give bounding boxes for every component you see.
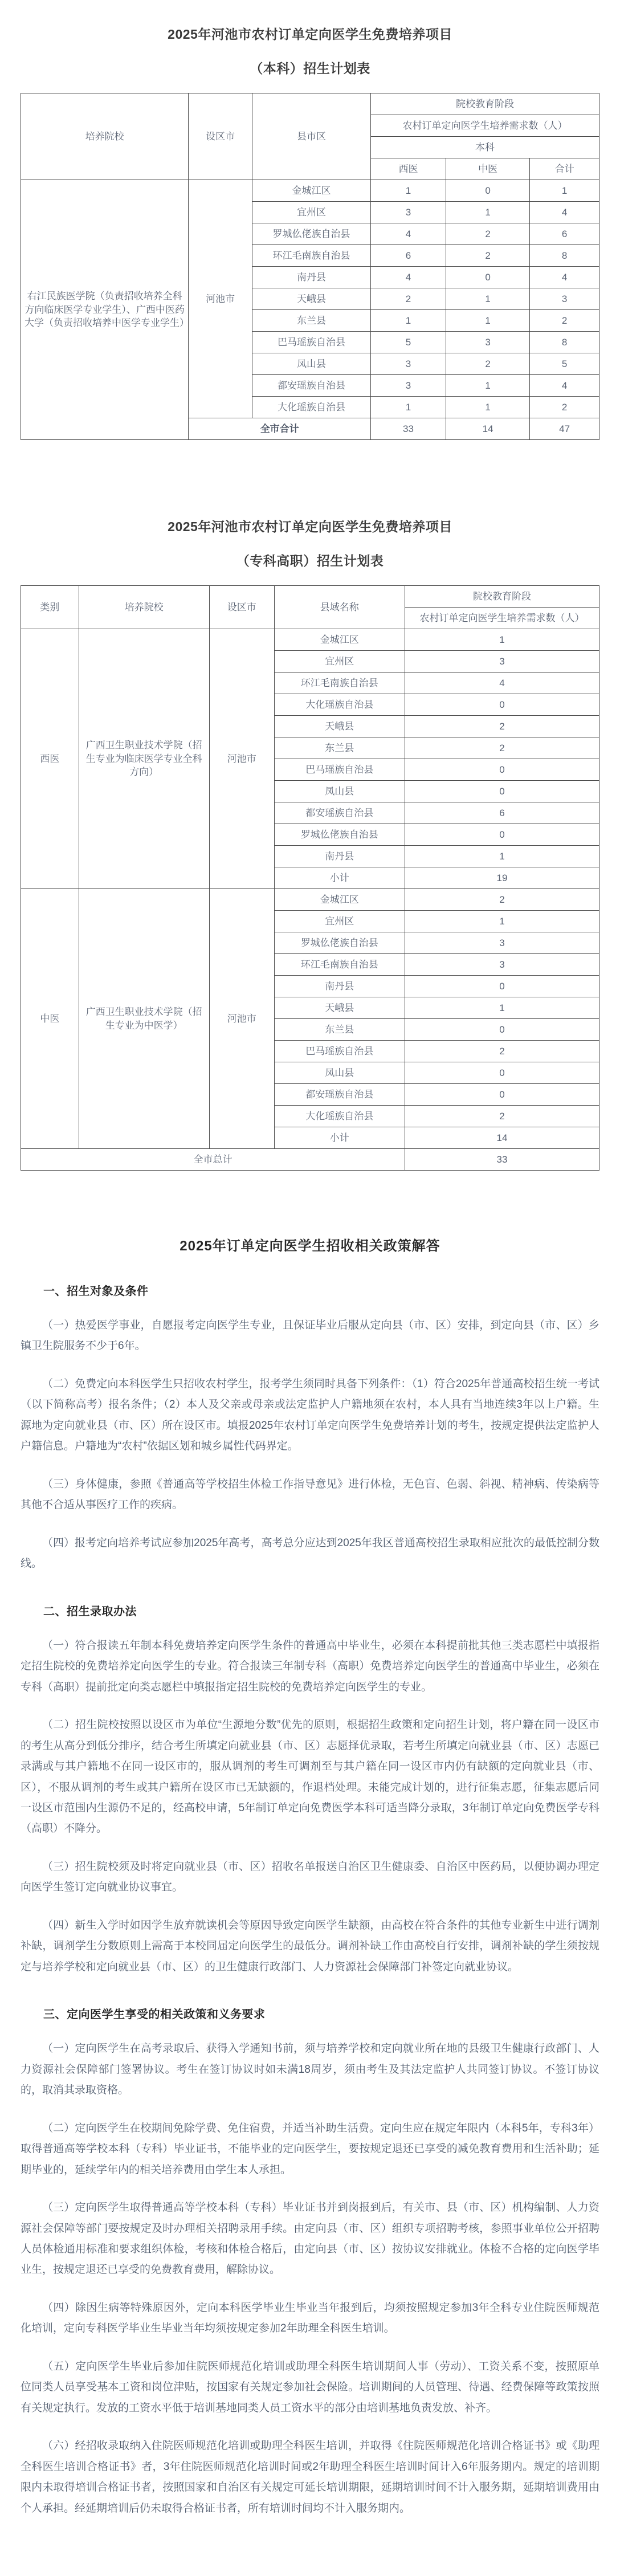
header-tcm: 中医 — [446, 158, 529, 180]
demand-value-cell: 2 — [405, 889, 599, 911]
undergrad-plan-table — [21, 93, 599, 440]
college-plan-table — [21, 585, 599, 1171]
county-cell: 大化瑶族自治县 — [274, 694, 405, 716]
city-cell: 河池市 — [209, 629, 274, 889]
western-value-cell: 3 — [371, 353, 446, 375]
tcm-value-cell: 3 — [446, 332, 529, 353]
undergrad-title-line2: （本科）招生计划表 — [250, 61, 370, 76]
county-cell: 南丹县 — [274, 846, 405, 867]
total-value-cell: 2 — [530, 397, 599, 418]
western-value-cell: 4 — [371, 223, 446, 245]
header-total: 合计 — [530, 158, 599, 180]
county-cell: 南丹县 — [252, 267, 370, 288]
subtotal-value-cell: 19 — [405, 867, 599, 889]
county-cell: 都安瑶族自治县 — [274, 1084, 405, 1106]
demand-value-cell: 0 — [405, 781, 599, 802]
western-value-cell: 5 — [371, 332, 446, 353]
header-city: 设区市 — [209, 586, 274, 629]
demand-value-cell: 0 — [405, 824, 599, 846]
qa-section-heading: 三、定向医学生享受的相关政策和义务要求 — [43, 2008, 266, 2021]
table-row — [21, 889, 599, 911]
tcm-value-cell: 2 — [446, 223, 529, 245]
demand-value-cell: 4 — [405, 672, 599, 694]
header-western: 西医 — [371, 158, 446, 180]
county-cell: 天峨县 — [252, 288, 370, 310]
western-value-cell: 3 — [371, 202, 446, 223]
county-cell: 罗城仫佬族自治县 — [274, 824, 405, 846]
county-cell: 天峨县 — [274, 716, 405, 737]
total-label-cell: 全市合计 — [189, 418, 371, 440]
county-cell: 凤山县 — [252, 353, 370, 375]
policy-paragraph: （三）定向医学生取得普通高等学校本科（专科）毕业证书并到岗报到后，有关市、县（市、区）机构编制、人力资源社会保障等部门要按规定及时办理相关招聘录用手续。由定向县（市、区）组织专项招聘考核，参照事业单位公开招聘人员体检通用标准和要求组织体检，考核和体检合格后，由定向县（市、区）按协议安排就业。体检不合格的定向医学毕业生，按规定退还已享受的免费教育费用，解除协议。 — [21, 2202, 599, 2276]
policy-paragraph: （三）身体健康，参照《普通高等学校招生体检工作指导意见》进行体检，无色盲、色弱、斜视、精神病、传染病等其他不合适从事医疗工作的疾病。 — [21, 1478, 599, 1511]
county-cell: 宜州区 — [274, 651, 405, 672]
demand-value-cell: 2 — [405, 1106, 599, 1127]
qa-section-heading: 一、招生对象及条件 — [43, 1285, 149, 1298]
demand-value-cell: 0 — [405, 759, 599, 781]
western-value-cell: 1 — [371, 180, 446, 202]
county-cell: 凤山县 — [274, 781, 405, 802]
county-cell: 南丹县 — [274, 976, 405, 997]
demand-value-cell: 3 — [405, 954, 599, 976]
total-value-cell: 4 — [530, 375, 599, 397]
demand-value-cell: 0 — [405, 1062, 599, 1084]
qa-section — [21, 1602, 599, 1978]
qa-paragraph-group — [21, 1636, 599, 1978]
policy-paragraph: （二）招生院校按照以设区市为单位“生源地分数”优先的原则，根据招生政策和定向招生计划，将户籍在同一设区市的考生从高分到低分排序，结合考生所填定向就业县（市、区）志愿择优录取，若考生所填定向就业县（市、区）志愿已录满或与其户籍地不在同一设区市的，服从调剂的考生可调剂至与其户籍在同一设区市内仍有缺额的定向就业县（市、区），不服从调剂的考生或其户籍所在设区市已无缺额的，作退档处理。未能完成计划的，进行征集志愿，征集志愿后同一设区市范围内生源仍不足的，经高校申请，5年制订单定向免费医学本科可适当降分录取，3年制订单定向免费医学专科（高职）不降分。 — [21, 1719, 599, 1835]
table-row — [21, 629, 599, 651]
county-cell: 凤山县 — [274, 1062, 405, 1084]
undergrad-table-title — [21, 24, 599, 77]
qa-section — [21, 2005, 599, 2519]
county-cell: 金城江区 — [274, 629, 405, 651]
table-header-row — [21, 93, 599, 115]
qa-paragraph-group — [21, 2039, 599, 2519]
county-cell: 环江毛南族自治县 — [274, 954, 405, 976]
college-cell: 广西卫生职业技术学院（招生专业为中医学） — [79, 889, 209, 1149]
total-value-cell: 8 — [530, 332, 599, 353]
total-value-cell: 4 — [530, 267, 599, 288]
policy-paragraph: （一）热爱医学事业，自愿报考定向医学生专业，且保证毕业后服从定向县（市、区）安排，到定向县（市、区）乡镇卫生院服务不少于6年。 — [21, 1319, 599, 1352]
demand-value-cell: 6 — [405, 802, 599, 824]
college-table-title — [21, 516, 599, 569]
category-cell: 西医 — [21, 629, 79, 889]
county-cell: 罗城仫佬族自治县 — [252, 223, 370, 245]
policy-paragraph: （一）符合报读五年制本科免费培养定向医学生条件的普通高中毕业生，必须在本科提前批其他三类志愿栏中填报指定招生院校的免费培养定向医学生的专业。符合报读三年制专科（高职）免费培养定向医学生的普通高中毕业生，必须在专科（高职）提前批定向类志愿栏中填报指定招生院校的免费培养定向医学生的专业。 — [21, 1639, 599, 1693]
total-label-cell: 全市总计 — [21, 1149, 405, 1171]
demand-value-cell: 1 — [405, 846, 599, 867]
tcm-value-cell: 1 — [446, 397, 529, 418]
policy-paragraph: （二）免费定向本科医学生只招收农村学生，报考学生须同时具备下列条件：（1）符合2025年普通高校招生统一考试（以下简称高考）报名条件；（2）本人及父亲或母亲或法定监护人户籍地须在农村，本人具有当地连续3年以上户籍。生源地为定向就业县（市、区）所在设区市。填报2025年农村订单定向医学生免费培养计划的考生，按规定提供法定监护人户籍信息。户籍地为“农村”依据区划和城乡属性代码界定。 — [21, 1377, 599, 1453]
header-level: 本科 — [371, 137, 599, 158]
county-cell: 东兰县 — [274, 737, 405, 759]
total-value-cell: 4 — [530, 202, 599, 223]
policy-paragraph: （六）经招收录取纳入住院医师规范化培训或助理全科医生培训，并取得《住院医师规范化培训合格证书》或《助理全科医生培训合格证书》者，3年住院医师规范化培训时间或2年助理全科医生培训时间计入6年服务期内。规定的培训期限内未取得培训合格证书者，按照国家和自治区有关规定可延长培训期限，延期培训时间不计入服务期，延期培训费用由个人承担。经延期培训后仍未取得合格证书者，所有培训时间均不计入服务期内。 — [21, 2440, 599, 2514]
undergrad-title-line1: 2025年河池市农村订单定向医学生免费培养项目 — [168, 27, 452, 42]
county-cell: 大化瑶族自治县 — [252, 397, 370, 418]
county-cell: 环江毛南族自治县 — [274, 672, 405, 694]
demand-value-cell: 0 — [405, 694, 599, 716]
policy-paragraph: （三）招生院校须及时将定向就业县（市、区）招收名单报送自治区卫生健康委、自治区中医药局，以便协调办理定向医学生签订定向就业协议事宜。 — [21, 1860, 599, 1894]
policy-paragraph: （四）新生入学时如因学生放弃就读机会等原因导致定向医学生缺额，由高校在符合条件的其他专业新生中进行调剂补缺，调剂学生分数原则上需高于本校同届定向医学生的最低分。调剂补缺工作由高校自行安排，调剂补缺的学生须按规定与培养学校和定向就业县（市、区）的卫生健康行政部门、人力资源社会保障部门补签定向就业协议。 — [21, 1919, 599, 1973]
total-value-cell: 8 — [530, 245, 599, 267]
demand-value-cell: 0 — [405, 1019, 599, 1041]
policy-paragraph: （四）报考定向培养考试应参加2025年高考，高考总分应达到2025年我区普通高校招生录取相应批次的最低控制分数线。 — [21, 1536, 599, 1570]
qa-section — [21, 1282, 599, 1575]
category-cell: 中医 — [21, 889, 79, 1149]
city-cell: 河池市 — [209, 889, 274, 1149]
header-city: 设区市 — [189, 93, 252, 180]
total-value-cell: 5 — [530, 353, 599, 375]
tcm-value-cell: 1 — [446, 288, 529, 310]
county-cell: 巴马瑶族自治县 — [274, 759, 405, 781]
policy-paragraph: （一）定向医学生在高考录取后、获得入学通知书前，须与培养学校和定向就业所在地的县级卫生健康行政部门、人力资源社会保障部门签署协议。考生在签订协议时如未满18周岁，须由考生及其法定监护人共同签订协议。不签订协议的，取消其录取资格。 — [21, 2043, 599, 2097]
county-cell: 宜州区 — [252, 202, 370, 223]
policy-paragraph: （二）定向医学生在校期间免除学费、免住宿费，并适当补助生活费。定向生应在规定年限内（本科5年，专科3年）取得普通高等学校本科（专科）毕业证书，不能毕业的定向医学生，要按规定退还已享受的减免教育费用和生活补助；延期毕业的，延续学年内的相关培养费用由学生本人承担。 — [21, 2122, 599, 2176]
demand-value-cell: 3 — [405, 651, 599, 672]
western-value-cell: 1 — [371, 397, 446, 418]
demand-value-cell: 2 — [405, 1041, 599, 1062]
demand-value-cell: 0 — [405, 1084, 599, 1106]
table-header-row — [21, 586, 599, 608]
total-value-cell: 1 — [530, 180, 599, 202]
western-value-cell: 4 — [371, 267, 446, 288]
western-value-cell: 1 — [371, 310, 446, 332]
demand-value-cell: 2 — [405, 737, 599, 759]
total-value-cell: 6 — [530, 223, 599, 245]
total-value-cell: 2 — [530, 310, 599, 332]
western-total-cell: 33 — [371, 418, 446, 440]
tcm-value-cell: 1 — [446, 375, 529, 397]
table-row — [21, 180, 599, 202]
tcm-value-cell: 1 — [446, 310, 529, 332]
county-cell: 都安瑶族自治县 — [274, 802, 405, 824]
subtotal-label-cell: 小计 — [274, 1127, 405, 1149]
header-stage: 院校教育阶段 — [371, 93, 599, 115]
western-value-cell: 6 — [371, 245, 446, 267]
header-demand: 农村订单定向医学生培养需求数（人） — [371, 115, 599, 137]
county-cell: 巴马瑶族自治县 — [252, 332, 370, 353]
city-cell: 河池市 — [189, 180, 252, 418]
county-cell: 巴马瑶族自治县 — [274, 1041, 405, 1062]
policy-paragraph: （五）定向医学生毕业后参加住院医师规范化培训或助理全科医生培训期间人事（劳动）、工资关系不变，按照原单位同类人员享受基本工资和岗位津贴，按国家有关规定参加社会保险。培训期间的人员管理、待遇、经费保障等政策按照有关规定执行。发放的工资水平低于培训基地同类人员工资水平的部分由培训基地负责发放、补齐。 — [21, 2360, 599, 2414]
grand-total-cell: 33 — [405, 1149, 599, 1171]
table-row — [21, 1149, 599, 1171]
demand-value-cell: 0 — [405, 976, 599, 997]
qa-title: 2025年订单定向医学生招收相关政策解答 — [180, 1238, 440, 1254]
demand-value-cell: 2 — [405, 716, 599, 737]
subtotal-value-cell: 14 — [405, 1127, 599, 1149]
demand-value-cell: 1 — [405, 629, 599, 651]
tcm-total-cell: 14 — [446, 418, 529, 440]
college-cell: 广西卫生职业技术学院（招生专业为临床医学专业全科方向） — [79, 629, 209, 889]
demand-value-cell: 1 — [405, 911, 599, 932]
county-cell: 金城江区 — [252, 180, 370, 202]
county-cell: 东兰县 — [252, 310, 370, 332]
tcm-value-cell: 2 — [446, 245, 529, 267]
county-cell: 都安瑶族自治县 — [252, 375, 370, 397]
demand-value-cell: 3 — [405, 932, 599, 954]
header-demand: 农村订单定向医学生培养需求数（人） — [405, 608, 599, 629]
header-category: 类别 — [21, 586, 79, 629]
college-title-line1: 2025年河池市农村订单定向医学生免费培养项目 — [168, 519, 452, 534]
demand-value-cell: 1 — [405, 997, 599, 1019]
college-cell: 右江民族医学院（负责招收培养全科方向临床医学专业学生）、广西中医药大学（负责招收培养中医学专业学生） — [21, 180, 189, 440]
county-cell: 天峨县 — [274, 997, 405, 1019]
qa-paragraph-group — [21, 1315, 599, 1575]
college-table-body — [21, 629, 599, 1171]
header-county: 县域名称 — [274, 586, 405, 629]
subtotal-label-cell: 小计 — [274, 867, 405, 889]
tcm-value-cell: 2 — [446, 353, 529, 375]
county-cell: 罗城仫佬族自治县 — [274, 932, 405, 954]
policy-paragraph: （四）除因生病等特殊原因外，定向本科医学毕业生毕业当年报到后，均须按照规定参加3年全科专业住院医师规范化培训，定向专科医学毕业生毕业当年均须按规定参加2年助理全科医生培训。 — [21, 2301, 599, 2335]
western-value-cell: 3 — [371, 375, 446, 397]
tcm-value-cell: 0 — [446, 267, 529, 288]
tcm-value-cell: 1 — [446, 202, 529, 223]
county-cell: 宜州区 — [274, 911, 405, 932]
college-title-line2: （专科高职）招生计划表 — [236, 553, 384, 568]
header-county: 县市区 — [252, 93, 370, 180]
header-stage: 院校教育阶段 — [405, 586, 599, 608]
header-college: 培养院校 — [79, 586, 209, 629]
grand-total-cell: 47 — [530, 418, 599, 440]
undergrad-table-body — [21, 180, 599, 440]
total-value-cell: 3 — [530, 288, 599, 310]
tcm-value-cell: 0 — [446, 180, 529, 202]
header-college: 培养院校 — [21, 93, 189, 180]
county-cell: 东兰县 — [274, 1019, 405, 1041]
county-cell: 金城江区 — [274, 889, 405, 911]
county-cell: 大化瑶族自治县 — [274, 1106, 405, 1127]
qa-section-heading: 二、招生录取办法 — [43, 1605, 137, 1618]
county-cell: 环江毛南族自治县 — [252, 245, 370, 267]
western-value-cell: 2 — [371, 288, 446, 310]
